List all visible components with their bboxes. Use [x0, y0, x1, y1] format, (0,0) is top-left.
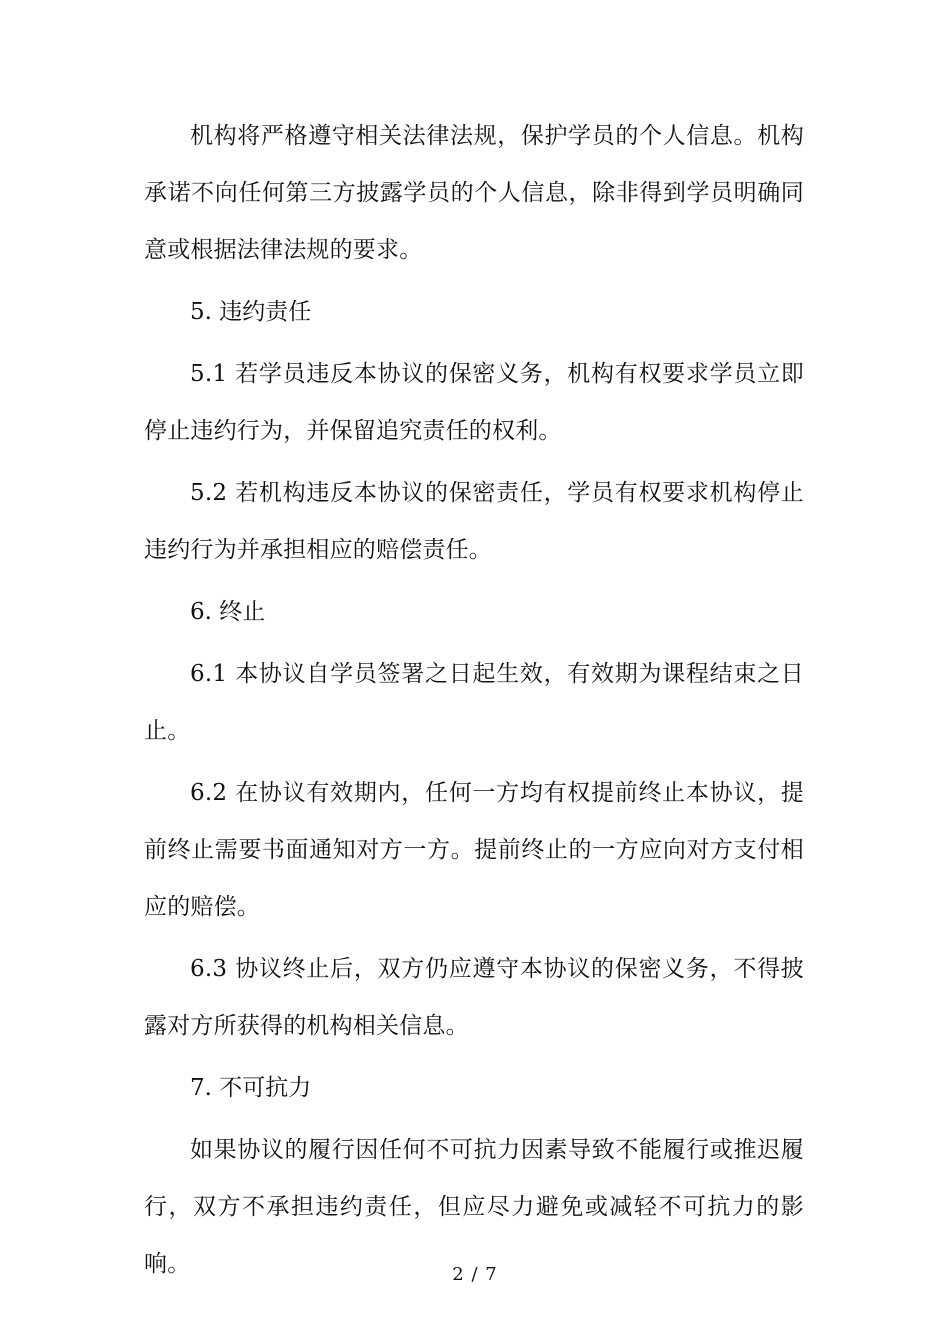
section-heading-termination: 6. 终止	[190, 599, 266, 625]
clause-5-1: 5.1 若学员违反本协议的保密义务，机构有权要求学员立即停止违约行为，并保留追究责任的权利。	[144, 361, 804, 444]
clause-6-1: 6.1 本协议自学员签署之日起生效，有效期为课程结束之日止。	[144, 661, 804, 744]
paragraph-privacy: 机构将严格遵守相关法律法规，保护学员的个人信息。机构承诺不向任何第三方披露学员的个人信息，除非得到学员明确同意或根据法律法规的要求。	[144, 123, 804, 263]
section-heading-force-majeure: 7. 不可抗力	[190, 1075, 312, 1101]
clause-6-2: 6.2 在协议有效期内，任何一方均有权提前终止本协议，提前终止需要书面通知对方一方。提前终止的一方应向对方支付相应的赔偿。	[144, 780, 804, 920]
clause-6-3: 6.3 协议终止后，双方仍应遵守本协议的保密义务，不得披露对方所获得的机构相关信息。	[144, 956, 804, 1039]
page-number: 2 / 7	[452, 1264, 498, 1285]
section-heading-breach: 5. 违约责任	[190, 299, 312, 325]
paragraph-force-majeure: 如果协议的履行因任何不可抗力因素导致不能履行或推迟履行，双方不承担违约责任，但应尽力避免或减轻不可抗力的影响。	[144, 1137, 804, 1277]
document-body	[144, 108, 804, 1298]
clause-5-2: 5.2 若机构违反本协议的保密责任，学员有权要求机构停止违约行为并承担相应的赔偿责任。	[144, 480, 804, 563]
